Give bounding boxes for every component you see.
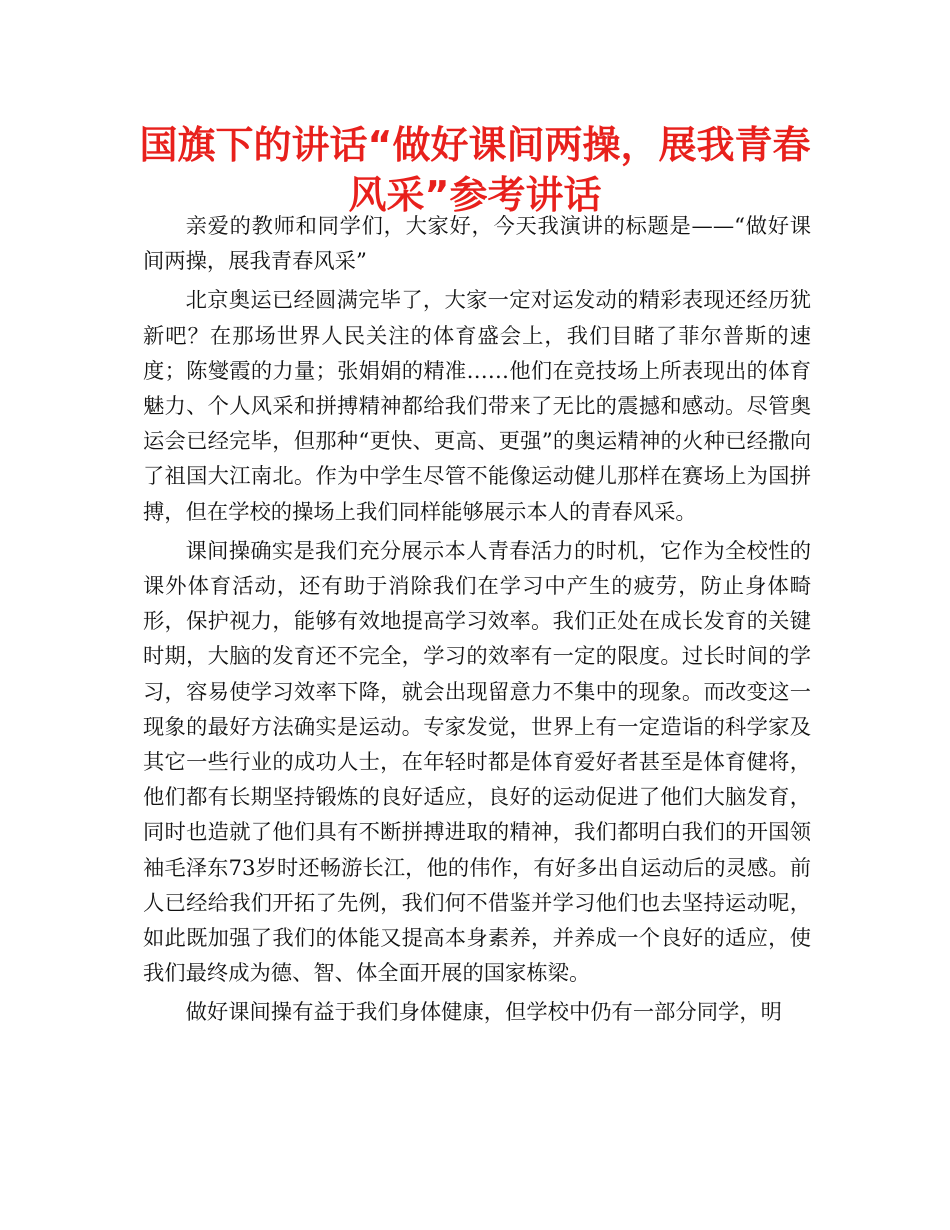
paragraph-greeting: 亲爱的教师和同学们，大家好，今天我演讲的标题是——“做好课间两操，展我青春风采”: [143, 214, 811, 275]
document-title: 国旗下的讲话“做好课间两操，展我青春风采”参考讲话: [139, 123, 811, 217]
paragraph-exercise-benefits: 课间操确实是我们充分展示本人青春活力的时机，它作为全校性的课外体育活动，还有助于消除我们在学习中产生的疲劳，防止身体畸形，保护视力，能够有效地提高学习效率。我们正处在成长发育的关键时期，大脑的发育还不完全，学习的效率有一定的限度。过长时间的学习，容易使学习效率下降，就会出现留意力不集中的现象。而改变这一现象的最好方法确实是运动。专家发觉，世界上有一定造诣的科学家及其它一些行业的成功人士，在年轻时都是体育爱好者甚至是体育健将，他们都有长期坚持锻炼的良好适应，良好的运动促进了他们大脑发育，同时也造就了他们具有不断拼搏进取的精神，我们都明白我们的开国领袖毛泽东73岁时还畅游长江，他的伟作，有好多出自运动后的灵感。前人已经给我们开拓了先例，我们何不借鉴并学习他们也去坚持运动呢，如此既加强了我们的体能又提高本身素养，并养成一个良好的适应，使我们最终成为德、智、体全面开展的国家栋梁。: [143, 538, 811, 987]
paragraph-olympics: 北京奥运已经圆满完毕了，大家一定对运发动的精彩表现还经历犹新吧？在那场世界人民关注的体育盛会上，我们目睹了菲尔普斯的速度；陈燮霞的力量；张娟娟的精准……他们在竞技场上所表现出的体育魅力、个人风采和拼搏精神都给我们带来了无比的震撼和感动。尽管奥运会已经完毕，但那种“更快、更高、更强”的奥运精神的火种已经撒向了祖国大江南北。作为中学生尽管不能像运动健儿那样在赛场上为国拼搏，但在学校的操场上我们同样能够展示本人的青春风采。: [143, 288, 811, 525]
document-body: [143, 209, 811, 1035]
paragraph-closing: 做好课间操有益于我们身体健康，但学校中仍有一部分同学，明: [185, 1000, 782, 1026]
